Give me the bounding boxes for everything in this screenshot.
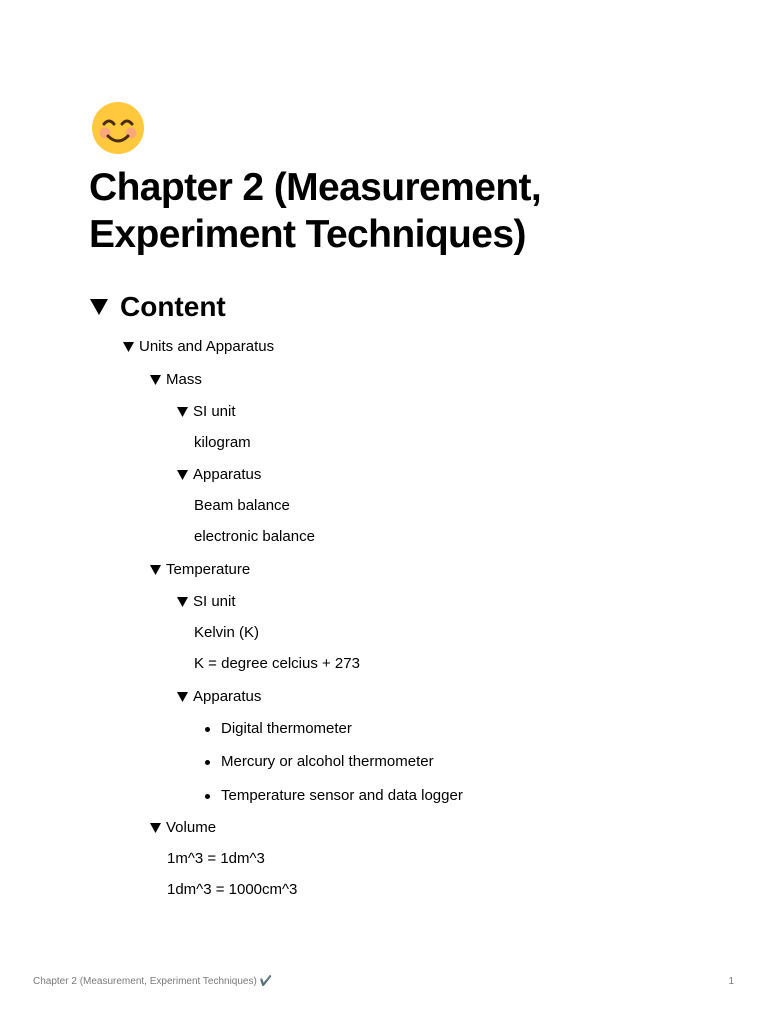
triangle-down-icon: [89, 297, 109, 317]
heading-content-label: Content: [120, 291, 226, 322]
toggle-label: Mass: [166, 371, 202, 388]
toggle-label: Apparatus: [193, 688, 262, 705]
bullet-icon: [205, 794, 210, 799]
check-mark-icon: ✔️: [259, 976, 273, 987]
triangle-down-icon: [150, 375, 161, 385]
text-line: kilogram: [194, 434, 251, 451]
toggle-mass[interactable]: [150, 371, 202, 389]
triangle-down-icon: [177, 407, 188, 417]
smiling-face-emoji-icon: [90, 100, 146, 156]
triangle-down-icon: [177, 470, 188, 480]
toggle-temperature[interactable]: [150, 561, 250, 579]
text-line: Kelvin (K): [194, 624, 260, 641]
text-line: 1m^3 = 1dm^3: [167, 850, 265, 867]
toggle-temperature-apparatus[interactable]: [177, 688, 261, 706]
triangle-down-icon: [177, 597, 188, 607]
bullet-icon: [205, 760, 210, 765]
page-title: Chapter 2 (Measurement, Experiment Techniques): [89, 166, 542, 256]
list-item: Temperature sensor and data logger: [221, 787, 463, 804]
footer-title-text: Chapter 2 (Measurement, Experiment Techniques): [33, 976, 257, 987]
text-line: Beam balance: [194, 497, 290, 514]
text-line: 1dm^3 = 1000cm^3: [167, 881, 298, 898]
triangle-down-icon: [177, 692, 188, 702]
list-item: Mercury or alcohol thermometer: [221, 753, 434, 770]
text-line: K = degree celcius + 273: [194, 655, 360, 672]
bullet-icon: [205, 727, 210, 732]
toggle-units-and-apparatus[interactable]: [123, 338, 274, 356]
toggle-label: SI unit: [193, 403, 236, 420]
toggle-mass-si-unit[interactable]: [177, 403, 236, 421]
toggle-label: Apparatus: [193, 466, 262, 483]
toggle-heading-content[interactable]: [89, 290, 226, 324]
triangle-down-icon: [150, 565, 161, 575]
triangle-down-icon: [150, 823, 161, 833]
list-item: Digital thermometer: [221, 720, 352, 737]
triangle-down-icon: [123, 342, 134, 352]
toggle-temperature-si-unit[interactable]: [177, 593, 236, 611]
toggle-label: Units and Apparatus: [139, 338, 275, 355]
toggle-mass-apparatus[interactable]: [177, 466, 261, 484]
text-line: electronic balance: [194, 528, 315, 545]
toggle-label: SI unit: [193, 593, 236, 610]
toggle-label: Temperature: [166, 561, 251, 578]
toggle-volume[interactable]: [150, 819, 216, 837]
footer-document-title: [33, 976, 272, 988]
toggle-label: Volume: [166, 819, 217, 836]
page-number: 1: [728, 976, 734, 987]
